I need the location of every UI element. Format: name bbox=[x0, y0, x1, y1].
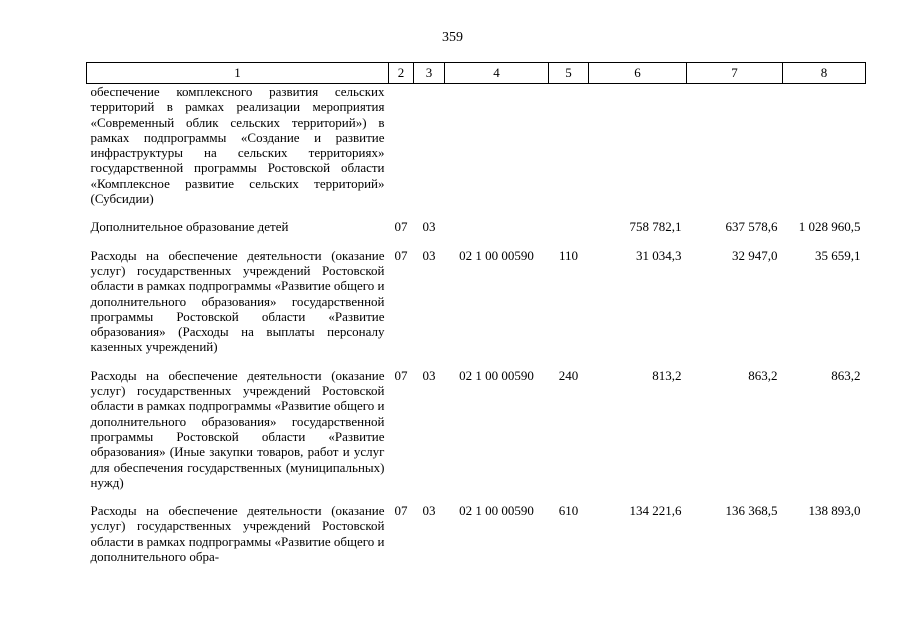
row-expense-type bbox=[549, 84, 589, 220]
row-subsection bbox=[414, 84, 445, 220]
row-subsection: 03 bbox=[422, 503, 436, 519]
table-row bbox=[87, 368, 866, 503]
row-expense-type: 610 bbox=[558, 503, 579, 519]
row-amount-col6 bbox=[589, 84, 687, 220]
row-amount-col7 bbox=[687, 84, 783, 220]
row-subsection: 03 bbox=[422, 219, 436, 235]
header-cell-6: 6 bbox=[589, 63, 687, 84]
row-subsection: 03 bbox=[422, 247, 436, 263]
row-expense-type bbox=[549, 219, 589, 247]
row-target-article: 02 1 00 00590 bbox=[459, 367, 534, 383]
row-amount-col6: 134 221,6 bbox=[629, 503, 682, 519]
table-row bbox=[87, 248, 866, 368]
row-expense-type: 110 bbox=[558, 247, 579, 263]
header-row bbox=[87, 63, 866, 84]
header-cell-2: 2 bbox=[389, 63, 414, 84]
row-target-article: 02 1 00 00590 bbox=[459, 247, 534, 263]
header-cell-8: 8 bbox=[783, 63, 866, 84]
row-amount-col8 bbox=[783, 84, 866, 220]
row-amount-col8: 138 893,0 bbox=[808, 503, 861, 519]
budget-table bbox=[86, 62, 866, 564]
table-row bbox=[87, 84, 866, 220]
header-cell-1: 1 bbox=[87, 63, 389, 84]
row-amount-col8: 863,2 bbox=[831, 367, 861, 383]
header-cell-4: 4 bbox=[445, 63, 549, 84]
row-description: Расходы на обеспечение деятельности (оказание услуг) государственных учреждений Ростовской области в рамках подпрограммы «Развитие общего и дополнительного образования» государственной программы Ростовской области «Развитие образования» (Расходы на выплаты персоналу казенных учреждений) bbox=[90, 247, 385, 355]
row-amount-col6: 813,2 bbox=[652, 367, 682, 383]
row-section: 07 bbox=[394, 503, 408, 519]
row-amount-col7: 136 368,5 bbox=[725, 503, 778, 519]
row-target-article bbox=[445, 84, 549, 220]
header-cell-3: 3 bbox=[414, 63, 445, 84]
row-amount-col6: 758 782,1 bbox=[629, 219, 682, 235]
row-amount-col7: 863,2 bbox=[748, 367, 778, 383]
row-target-article: 02 1 00 00590 bbox=[459, 503, 534, 519]
header-cell-5: 5 bbox=[549, 63, 589, 84]
row-amount-col7: 32 947,0 bbox=[732, 247, 778, 263]
row-section bbox=[389, 84, 414, 220]
row-amount-col8: 1 028 960,5 bbox=[798, 219, 861, 235]
header-cell-7: 7 bbox=[687, 63, 783, 84]
row-amount-col6: 31 034,3 bbox=[636, 247, 682, 263]
table-row bbox=[87, 219, 866, 247]
row-amount-col8: 35 659,1 bbox=[815, 247, 861, 263]
row-section: 07 bbox=[394, 247, 408, 263]
row-amount-col7: 637 578,6 bbox=[725, 219, 778, 235]
page-number: 359 bbox=[442, 30, 463, 45]
row-target-article bbox=[445, 219, 549, 247]
row-section: 07 bbox=[394, 367, 408, 383]
row-description: Расходы на обеспечение деятельности (оказание услуг) государственных учреждений Ростовской области в рамках подпрограммы «Развитие общего и дополнительного образования» государственной программы Ростовской области «Развитие образования» (Иные закупки товаров, работ и услуг для обеспечения государственных (муниципальных) нужд) bbox=[90, 367, 385, 490]
row-section: 07 bbox=[394, 219, 408, 235]
row-description: Расходы на обеспечение деятельности (оказание услуг) государственных учреждений Ростовской области в рамках подпрограммы «Развитие общего и дополнительного обра- bbox=[90, 503, 385, 565]
row-expense-type: 240 bbox=[558, 367, 579, 383]
table-row bbox=[87, 503, 866, 564]
row-subsection: 03 bbox=[422, 367, 436, 383]
row-description: обеспечение комплексного развития сельских территорий в рамках реализации мероприятия «Современный облик сельских территорий») в рамках подпрограммы «Создание и развитие инфраструктуры на сельских территориях» государственной программы Ростовской области «Комплексное развитие сельских территорий» (Субсидии) bbox=[90, 84, 385, 207]
row-description: Дополнительное образование детей bbox=[90, 219, 289, 235]
